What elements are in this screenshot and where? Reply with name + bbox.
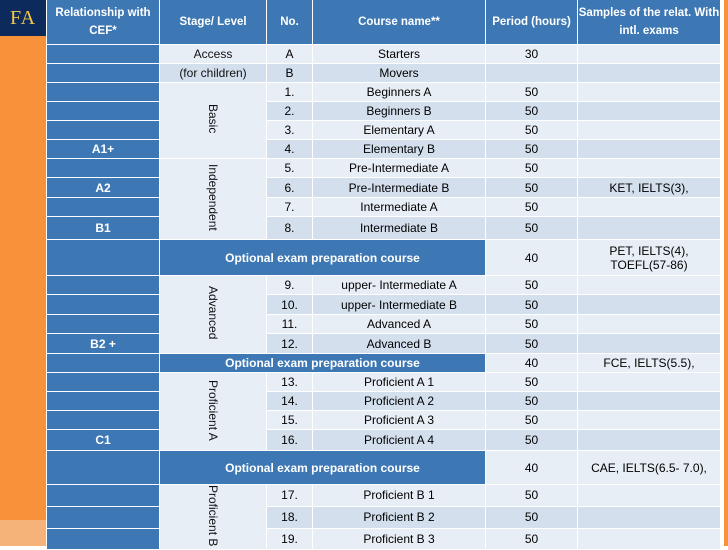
- period-cell: 50: [486, 334, 578, 354]
- rel-cell: [47, 83, 160, 102]
- stage-independent-label: Independent: [206, 164, 220, 231]
- rel-cell: [47, 64, 160, 83]
- sample-cell: KET, IELTS(3),: [578, 178, 721, 198]
- course-cell: Starters: [313, 45, 486, 64]
- course-cell: Intermediate B: [313, 217, 486, 240]
- no-cell: B: [267, 64, 313, 83]
- table-row: [47, 529, 721, 550]
- no-cell: A: [267, 45, 313, 64]
- table-row: [47, 334, 721, 354]
- no-cell: 2.: [267, 102, 313, 121]
- rel-cell: [47, 354, 160, 373]
- table-row: [47, 315, 721, 334]
- stage-proficient-a: [160, 373, 267, 451]
- optional-course-label: Optional exam preparation course: [160, 354, 486, 373]
- rel-cell: B2 +: [47, 334, 160, 354]
- course-cell: Proficient A 2: [313, 392, 486, 411]
- period-cell: 50: [486, 178, 578, 198]
- no-cell: 9.: [267, 276, 313, 295]
- table-row: [47, 411, 721, 430]
- period-cell: 50: [486, 198, 578, 217]
- rel-cell: [47, 159, 160, 178]
- table-row: [47, 217, 721, 240]
- course-cell: Advanced A: [313, 315, 486, 334]
- no-cell: 14.: [267, 392, 313, 411]
- sample-cell: [578, 411, 721, 430]
- rel-cell: [47, 485, 160, 507]
- table-row: [47, 121, 721, 140]
- table-row: [47, 295, 721, 315]
- period-cell: 50: [486, 295, 578, 315]
- optional-course-label: Optional exam preparation course: [160, 240, 486, 276]
- course-cell: Pre-Intermediate B: [313, 178, 486, 198]
- table-row: [47, 373, 721, 392]
- no-cell: 7.: [267, 198, 313, 217]
- no-cell: 18.: [267, 507, 313, 529]
- table-row: [47, 140, 721, 159]
- period-cell: 50: [486, 529, 578, 550]
- period-cell: 50: [486, 373, 578, 392]
- stage-independent: [160, 159, 267, 240]
- stage-basic: [160, 83, 267, 159]
- sample-cell: [578, 140, 721, 159]
- table-row: [47, 102, 721, 121]
- course-cell: Proficient B 1: [313, 485, 486, 507]
- no-cell: 4.: [267, 140, 313, 159]
- sample-cell: [578, 276, 721, 295]
- sample-cell: [578, 217, 721, 240]
- period-cell: 50: [486, 507, 578, 529]
- period-cell: 40: [486, 451, 578, 485]
- period-cell: 50: [486, 83, 578, 102]
- period-cell: 50: [486, 430, 578, 451]
- table-row: [47, 159, 721, 178]
- sample-cell: [578, 392, 721, 411]
- stage-proficient-b: [160, 485, 267, 550]
- course-cell: Elementary A: [313, 121, 486, 140]
- period-cell: 40: [486, 240, 578, 276]
- header-relationship: Relationship with CEF*: [47, 0, 160, 45]
- period-cell: 50: [486, 159, 578, 178]
- stage-proficient-b-label: Proficient B: [206, 485, 220, 547]
- rel-cell: [47, 295, 160, 315]
- sample-cell: [578, 507, 721, 529]
- table-row: [47, 178, 721, 198]
- sample-cell: [578, 315, 721, 334]
- rel-cell: [47, 451, 160, 485]
- stage-advanced-label: Advanced: [206, 286, 220, 340]
- period-cell: 50: [486, 121, 578, 140]
- logo-text: FA: [9, 6, 37, 29]
- sample-cell: [578, 373, 721, 392]
- period-cell: 30: [486, 45, 578, 64]
- sample-cell: [578, 45, 721, 64]
- no-cell: 15.: [267, 411, 313, 430]
- sample-cell: [578, 121, 721, 140]
- no-cell: 12.: [267, 334, 313, 354]
- no-cell: 6.: [267, 178, 313, 198]
- rel-cell: [47, 315, 160, 334]
- course-cell: Intermediate A: [313, 198, 486, 217]
- stage-basic-label: Basic: [206, 104, 220, 134]
- sample-cell: [578, 485, 721, 507]
- period-cell: 50: [486, 276, 578, 295]
- no-cell: 3.: [267, 121, 313, 140]
- sample-cell: [578, 295, 721, 315]
- no-cell: 17.: [267, 485, 313, 507]
- no-cell: 8.: [267, 217, 313, 240]
- course-cell: Movers: [313, 64, 486, 83]
- sample-cell: [578, 159, 721, 178]
- table-row: [47, 451, 721, 485]
- stage-proficient-a-label: Proficient A: [206, 379, 220, 441]
- rel-cell: C1: [47, 430, 160, 451]
- period-cell: 50: [486, 217, 578, 240]
- period-cell: 50: [486, 411, 578, 430]
- no-cell: 19.: [267, 529, 313, 550]
- rel-cell: [47, 529, 160, 550]
- left-accent-strip: [0, 0, 46, 546]
- sample-cell: FCE, IELTS(5.5),: [578, 354, 721, 373]
- table-row: [47, 276, 721, 295]
- no-cell: 13.: [267, 373, 313, 392]
- period-cell: 50: [486, 140, 578, 159]
- sample-cell: [578, 529, 721, 550]
- sample-cell: [578, 102, 721, 121]
- course-cell: Proficient B 3: [313, 529, 486, 550]
- rel-cell: [47, 411, 160, 430]
- course-cell: Beginners A: [313, 83, 486, 102]
- course-cell: Advanced B: [313, 334, 486, 354]
- period-cell: 50: [486, 315, 578, 334]
- rel-cell: [47, 102, 160, 121]
- table-row: [47, 485, 721, 507]
- stage-advanced: [160, 276, 267, 354]
- rel-cell: A2: [47, 178, 160, 198]
- course-cell: Proficient B 2: [313, 507, 486, 529]
- course-cell: upper- Intermediate B: [313, 295, 486, 315]
- course-cell: Proficient A 3: [313, 411, 486, 430]
- course-cell: Proficient A 4: [313, 430, 486, 451]
- no-cell: 11.: [267, 315, 313, 334]
- period-cell: 40: [486, 354, 578, 373]
- sample-cell: [578, 430, 721, 451]
- table-row: [47, 45, 721, 64]
- rel-cell: [47, 45, 160, 64]
- period-cell: 50: [486, 392, 578, 411]
- course-cell: Proficient A 1: [313, 373, 486, 392]
- header-samples: Samples of the relat. With intl. exams: [578, 0, 721, 45]
- table-row: [47, 430, 721, 451]
- header-stage: Stage/ Level: [160, 0, 267, 45]
- sample-cell: CAE, IELTS(6.5- 7.0),: [578, 451, 721, 485]
- sample-cell: [578, 83, 721, 102]
- stage-access: Access: [160, 45, 267, 64]
- bottom-accent: [0, 520, 46, 546]
- course-cell: Pre-Intermediate A: [313, 159, 486, 178]
- table-row: [47, 83, 721, 102]
- course-table: [47, 0, 721, 550]
- rel-cell: B1: [47, 217, 160, 240]
- right-accent-strip: [724, 0, 728, 546]
- sample-cell: [578, 64, 721, 83]
- course-cell: Beginners B: [313, 102, 486, 121]
- table-row: [47, 507, 721, 529]
- sample-cell: PET, IELTS(4), TOEFL(57-86): [578, 240, 721, 276]
- no-cell: 5.: [267, 159, 313, 178]
- table-row: [47, 198, 721, 217]
- header-course: Course name**: [313, 0, 486, 45]
- header-no: No.: [267, 0, 313, 45]
- optional-course-label: Optional exam preparation course: [160, 451, 486, 485]
- fa-logo: [0, 0, 46, 36]
- rel-cell: [47, 276, 160, 295]
- rel-cell: [47, 373, 160, 392]
- period-cell: 50: [486, 102, 578, 121]
- no-cell: 1.: [267, 83, 313, 102]
- period-cell: [486, 64, 578, 83]
- course-cell: upper- Intermediate A: [313, 276, 486, 295]
- rel-cell: [47, 507, 160, 529]
- table-row: [47, 354, 721, 373]
- stage-for-children: (for children): [160, 64, 267, 83]
- sample-cell: [578, 198, 721, 217]
- table-row: [47, 64, 721, 83]
- sample-cell: [578, 334, 721, 354]
- table-row: [47, 392, 721, 411]
- header-period: Period (hours): [486, 0, 578, 45]
- no-cell: 16.: [267, 430, 313, 451]
- course-cell: Elementary B: [313, 140, 486, 159]
- rel-cell: [47, 392, 160, 411]
- no-cell: 10.: [267, 295, 313, 315]
- rel-cell: [47, 240, 160, 276]
- period-cell: 50: [486, 485, 578, 507]
- rel-cell: [47, 198, 160, 217]
- table-row: [47, 240, 721, 276]
- rel-cell: A1+: [47, 140, 160, 159]
- rel-cell: [47, 121, 160, 140]
